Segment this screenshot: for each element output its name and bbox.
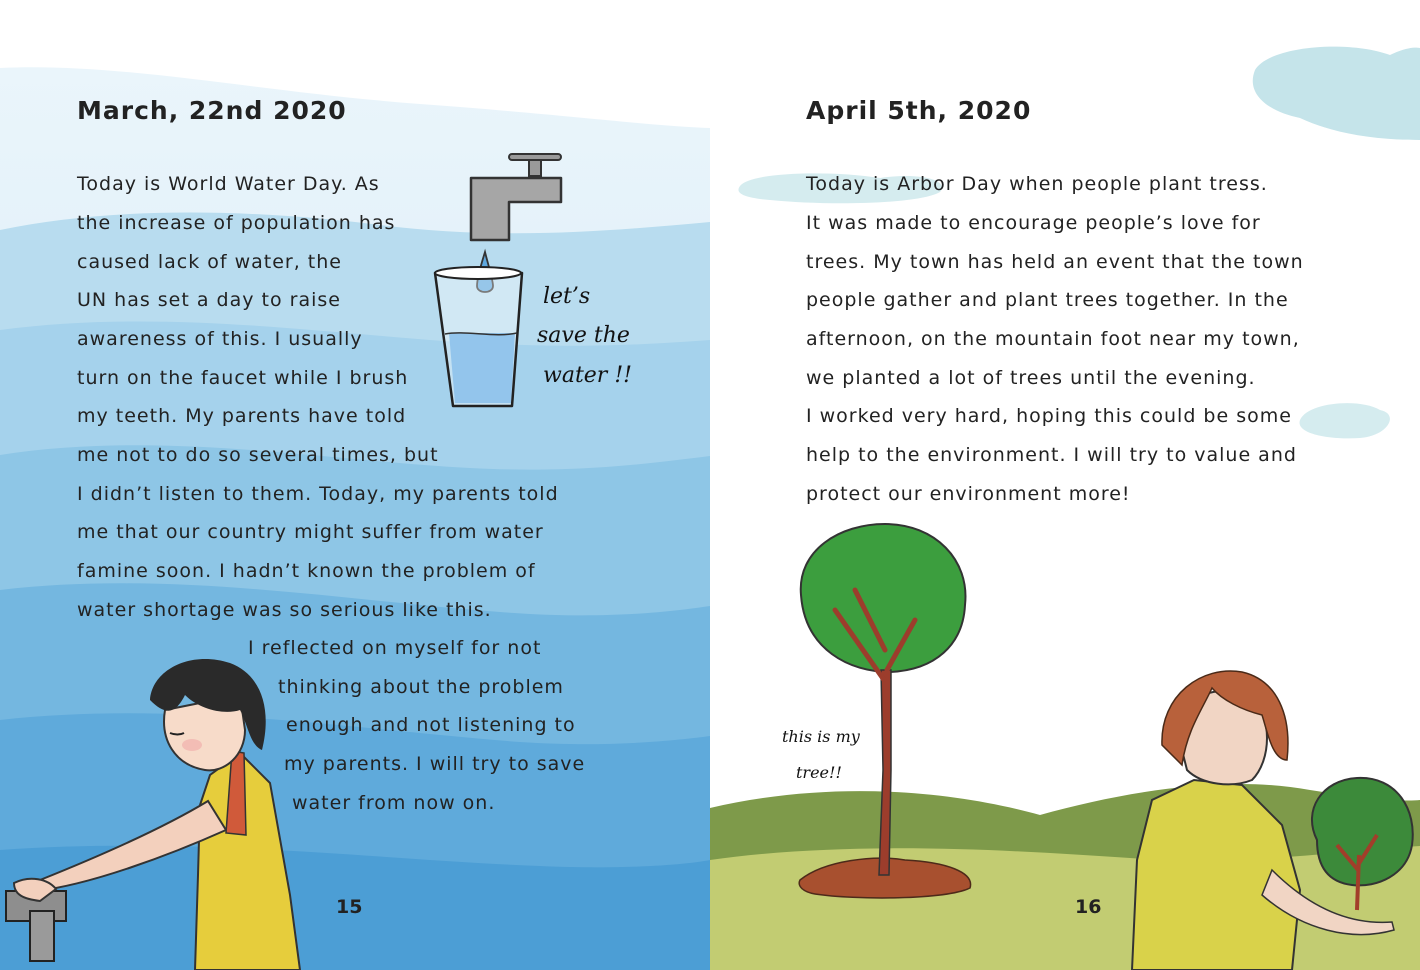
- entry-date: April 5th, 2020: [806, 96, 1032, 125]
- text-line: me that our country might suffer from water: [77, 521, 544, 543]
- handwritten-note: save the: [537, 323, 630, 348]
- text-line: we planted a lot of trees until the evening.: [806, 367, 1256, 389]
- handwritten-note: water !!: [543, 363, 632, 388]
- text-line: afternoon, on the mountain foot near my town,: [806, 328, 1300, 350]
- handwritten-note: this is my: [782, 727, 860, 746]
- text-line: the increase of population has: [77, 212, 396, 234]
- page-number: 16: [1075, 896, 1102, 918]
- shirt: [195, 753, 300, 970]
- text-line: It was made to encourage people’s love for: [806, 212, 1261, 234]
- text-line: Today is World Water Day. As: [77, 173, 380, 195]
- text-line: trees. My town has held an event that the town: [806, 251, 1304, 273]
- text-line: my parents. I will try to save: [284, 753, 586, 775]
- text-line: protect our environment more!: [806, 483, 1131, 505]
- text-line: turn on the faucet while I brush: [77, 367, 409, 389]
- text-line: UN has set a day to raise: [77, 289, 341, 311]
- handwritten-note: tree!!: [796, 763, 842, 782]
- text-line: Today is Arbor Day when people plant tress.: [806, 173, 1268, 195]
- faucet-icon: [471, 154, 561, 240]
- tree-trunk: [879, 670, 891, 875]
- cloud-top-right: [1253, 47, 1420, 140]
- entry-date: March, 22nd 2020: [77, 96, 347, 125]
- text-line: thinking about the problem: [278, 676, 564, 698]
- page-number: 15: [336, 896, 363, 918]
- girl-with-sapling-illustration: [1122, 660, 1420, 970]
- planted-tree-illustration: [795, 520, 995, 900]
- right-page: [710, 0, 1420, 970]
- text-line: enough and not listening to: [286, 714, 576, 736]
- small-faucet-icon: [6, 891, 66, 961]
- text-line: water from now on.: [292, 792, 496, 814]
- girl-at-faucet-illustration: [0, 655, 310, 970]
- text-line: I reflected on myself for not: [248, 637, 542, 659]
- glass-icon: [435, 267, 522, 406]
- text-line: I worked very hard, hoping this could be some: [806, 405, 1292, 427]
- sapling-crown: [1312, 778, 1413, 886]
- text-line: awareness of this. I usually: [77, 328, 363, 350]
- text-line: me not to do so several times, but: [77, 444, 439, 466]
- text-line: help to the environment. I will try to value and: [806, 444, 1297, 466]
- text-line: water shortage was so serious like this.: [77, 599, 492, 621]
- text-line: I didn’t listen to them. Today, my parents told: [77, 483, 559, 505]
- text-line: famine soon. I hadn’t known the problem of: [77, 560, 536, 582]
- text-line: my teeth. My parents have told: [77, 405, 407, 427]
- text-line: caused lack of water, the: [77, 251, 342, 273]
- handwritten-note: let’s: [543, 284, 591, 309]
- cloud-right: [1300, 403, 1390, 438]
- text-line: people gather and plant trees together. In the: [806, 289, 1289, 311]
